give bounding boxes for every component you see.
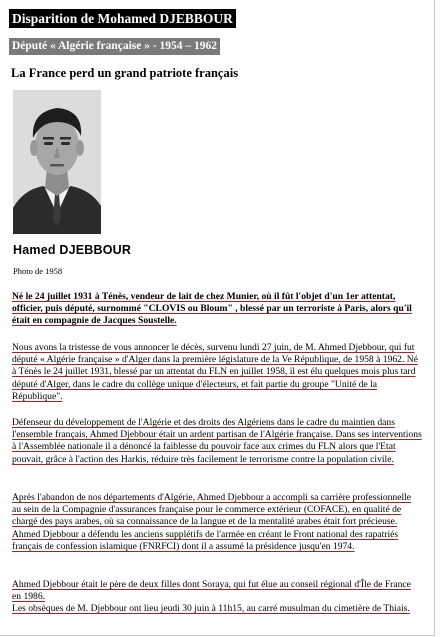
portrait-photo	[13, 90, 101, 234]
later-career-paragraph: Après l'abandon de nos départements d'Algérie, Ahmed Djebbour a accompli sa carrière professionnelle au sein de la Compagnie d'assurances française pour le commerce extérieur (COFACE), en qualité de chargé des pays arabes, où sa connaissance de la langue et de la mentalité arabes était fort précieuse. Ahmed Djebbour a défendu les anciens supplétifs de l'armée en créant le Front national des rapatriés français de confession islamique (FNRFCI) dont il a assumé la présidence jusqu'en 1974.	[12, 492, 412, 552]
bio-summary-paragraph: Né le 24 juillet 1931 à Ténès, vendeur de lait de chez Munier, où il fût l'objet d'un 1er attentat, officier, puis député, surnommé "CLOVIS ou Bloum" , blessé par un terroriste à Paris, alors qu'il était en compagnie de Jacques Soustelle.	[12, 291, 412, 327]
political-career-paragraph: Défenseur du développement de l'Algérie et des droits des Algériens dans le cadre du maintien dans l'ensemble français, Ahmed Djebbour était un ardent partisan de l'Algérie française. Dans ses interventions à l'Assemblée nationale il a dénoncé la faiblesse du pouvoir face aux crimes du FLN alors que l'Etat pouvait, grâce à l'action des Harkis, réduire très facilement le terrorisme contre la population civile.	[12, 417, 422, 465]
person-name: Hamed DJEBBOUR	[13, 243, 132, 257]
funeral-paragraph: Les obsèques de M. Djebbour ont lieu jeudi 30 juin à 11h15, au carré musulman du cimetière de Thiais.	[12, 603, 410, 614]
tagline: La France perd un grand patriote français	[11, 66, 239, 80]
portrait-photo-icon	[13, 90, 101, 234]
photo-caption: Photo de 1958	[13, 266, 63, 276]
death-announcement-paragraph: Nous avons la tristesse de vous annoncer le décès, survenu lundi 27 juin, de M. Ahmed Djebbour, qui fut député « Algérie française » d'Alger dans la première législature de la Ve République, de 1958 à 1962. Né à Ténès le 24 juillet 1931, blessé par un attentat du FLN en juillet 1958, il est élu quelques mois plus tard député d'Alger, dans le cadre du collège unique d'électeurs, et fait partie du groupe "Unité de la République".	[12, 342, 418, 402]
page-title: Disparition de Mohamed DJEBBOUR	[9, 9, 236, 28]
family-paragraph: Ahmed Djebbour était le père de deux filles dont Soraya, qui fut élue au conseil régional d'Île de France en 1986.	[12, 579, 411, 603]
page-subtitle: Député « Algérie française » - 1954 – 1962	[9, 38, 220, 55]
